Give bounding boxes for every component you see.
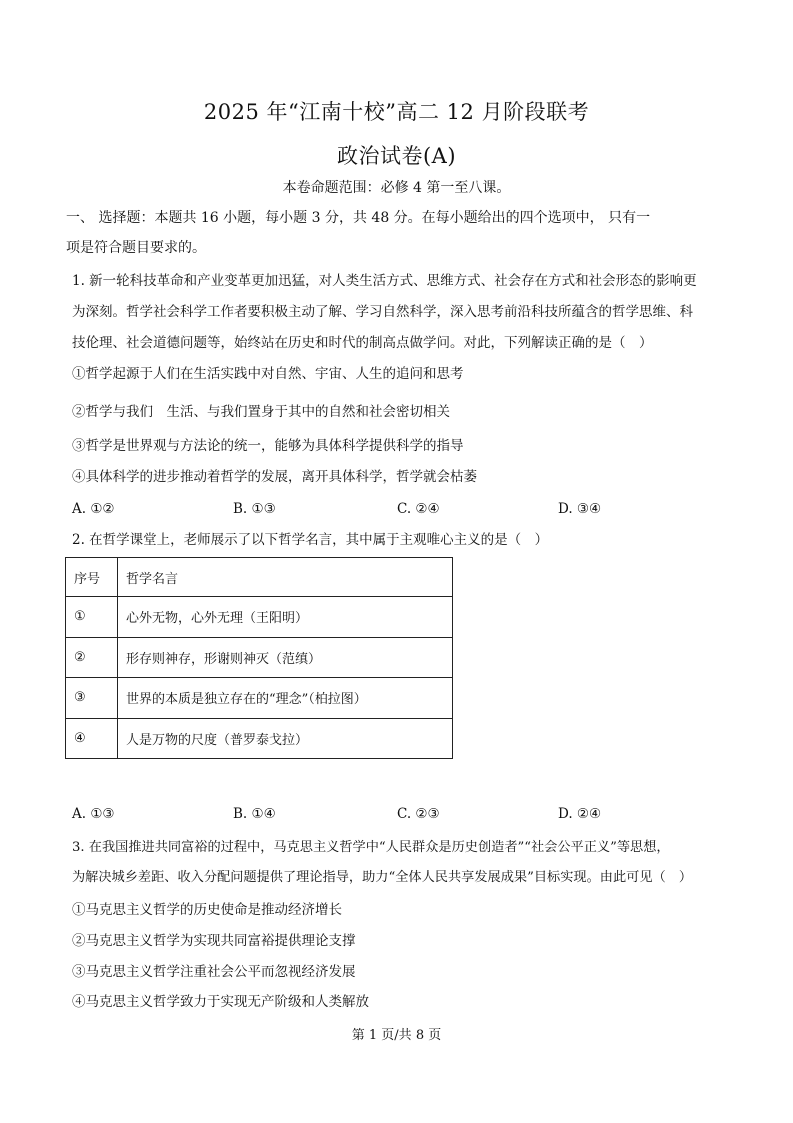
q3-item-3: ③马克思主义哲学注重社会公平而忽视经济发展 <box>72 964 356 980</box>
q1-option-d: D. ③④ <box>558 501 602 517</box>
table-cell: 世界的本质是独立存在的“理念”（柏拉图） <box>118 678 453 719</box>
quotes-table <box>65 557 453 759</box>
q2-option-c: C. ②③ <box>397 806 440 822</box>
q1-option-a: A. ①② <box>72 501 115 517</box>
q1-item-2: ②哲学与我们 生活、与我们置身于其中的自然和社会密切相关 <box>72 404 450 420</box>
q1-stem-line2: 为深刻。哲学社会科学工作者要积极主动了解、学习自然科学，深入思考前沿科技所蕴含的哲学思维、科 <box>72 304 693 320</box>
section-instructions-line2: 项是符合题目要求的。 <box>66 240 206 256</box>
table-header-cell: 序号 <box>66 558 118 597</box>
q3-stem-line2: 为解决城乡差距、收入分配问题提供了理论指导，助力“全体人民共享发展成果”目标实现。由此可见（ ） <box>72 870 693 885</box>
section-instructions-line1: 一、 选择题：本题共 16 小题，每小题 3 分，共 48 分。在每小题给出的四个选项中， 只有一 <box>66 210 651 226</box>
q2-option-b: B. ①④ <box>233 806 276 822</box>
q1-item-1: ①哲学起源于人们在生活实践中对自然、宇宙、人生的追问和思考 <box>72 366 464 382</box>
q2-stem: 2. 在哲学课堂上，老师展示了以下哲学名言，其中属于主观唯心主义的是（ ） <box>72 532 549 548</box>
table-row <box>66 678 453 719</box>
table-row <box>66 718 453 759</box>
table-header-row <box>66 558 453 597</box>
table-cell: 形存则神存，形谢则神灭（范缜） <box>118 637 453 678</box>
table-cell: ① <box>66 597 118 638</box>
exam-title: 2025 年“江南十校”高二 12 月阶段联考 <box>203 100 590 124</box>
table-cell: 心外无物，心外无理（王阳明） <box>118 597 453 638</box>
q3-item-1: ①马克思主义哲学的历史使命是推动经济增长 <box>72 902 342 918</box>
q1-option-b: B. ①③ <box>233 501 276 517</box>
table-cell: 人是万物的尺度（普罗泰戈拉） <box>118 718 453 759</box>
q1-stem-line1: 1. 新一轮科技革命和产业变革更加迅猛，对人类生活方式、思维方式、社会存在方式和社会形态的影响更 <box>72 273 697 289</box>
q1-item-3: ③哲学是世界观与方法论的统一，能够为具体科学提供科学的指导 <box>72 438 464 454</box>
table-row <box>66 597 453 638</box>
q3-stem-line1: 3. 在我国推进共同富裕的过程中，马克思主义哲学中“人民群众是历史创造者”“社会公平正义”等思想， <box>72 840 670 855</box>
page-number: 第 1 页/共 8 页 <box>351 1028 442 1043</box>
q3-item-4: ④马克思主义哲学致力于实现无产阶级和人类解放 <box>72 994 369 1010</box>
q2-option-d: D. ②④ <box>558 806 602 822</box>
exam-subtitle: 政治试卷(A) <box>336 144 457 168</box>
exam-scope: 本卷命题范围：必修 4 第一至八课。 <box>282 180 511 196</box>
table-row <box>66 637 453 678</box>
q1-item-4: ④具体科学的进步推动着哲学的发展，离开具体科学，哲学就会枯萎 <box>72 469 477 485</box>
q1-option-c: C. ②④ <box>397 501 440 517</box>
table-cell: ③ <box>66 678 118 719</box>
table-cell: ④ <box>66 718 118 759</box>
table-cell: ② <box>66 637 118 678</box>
q2-option-a: A. ①③ <box>72 806 115 822</box>
q1-stem-line3: 技伦理、社会道德问题等，始终站在历史和时代的制高点做学问。对此，下列解读正确的是（ ） <box>72 335 653 351</box>
q3-item-2: ②马克思主义哲学为实现共同富裕提供理论支撑 <box>72 933 356 949</box>
table-header-cell: 哲学名言 <box>118 558 453 597</box>
